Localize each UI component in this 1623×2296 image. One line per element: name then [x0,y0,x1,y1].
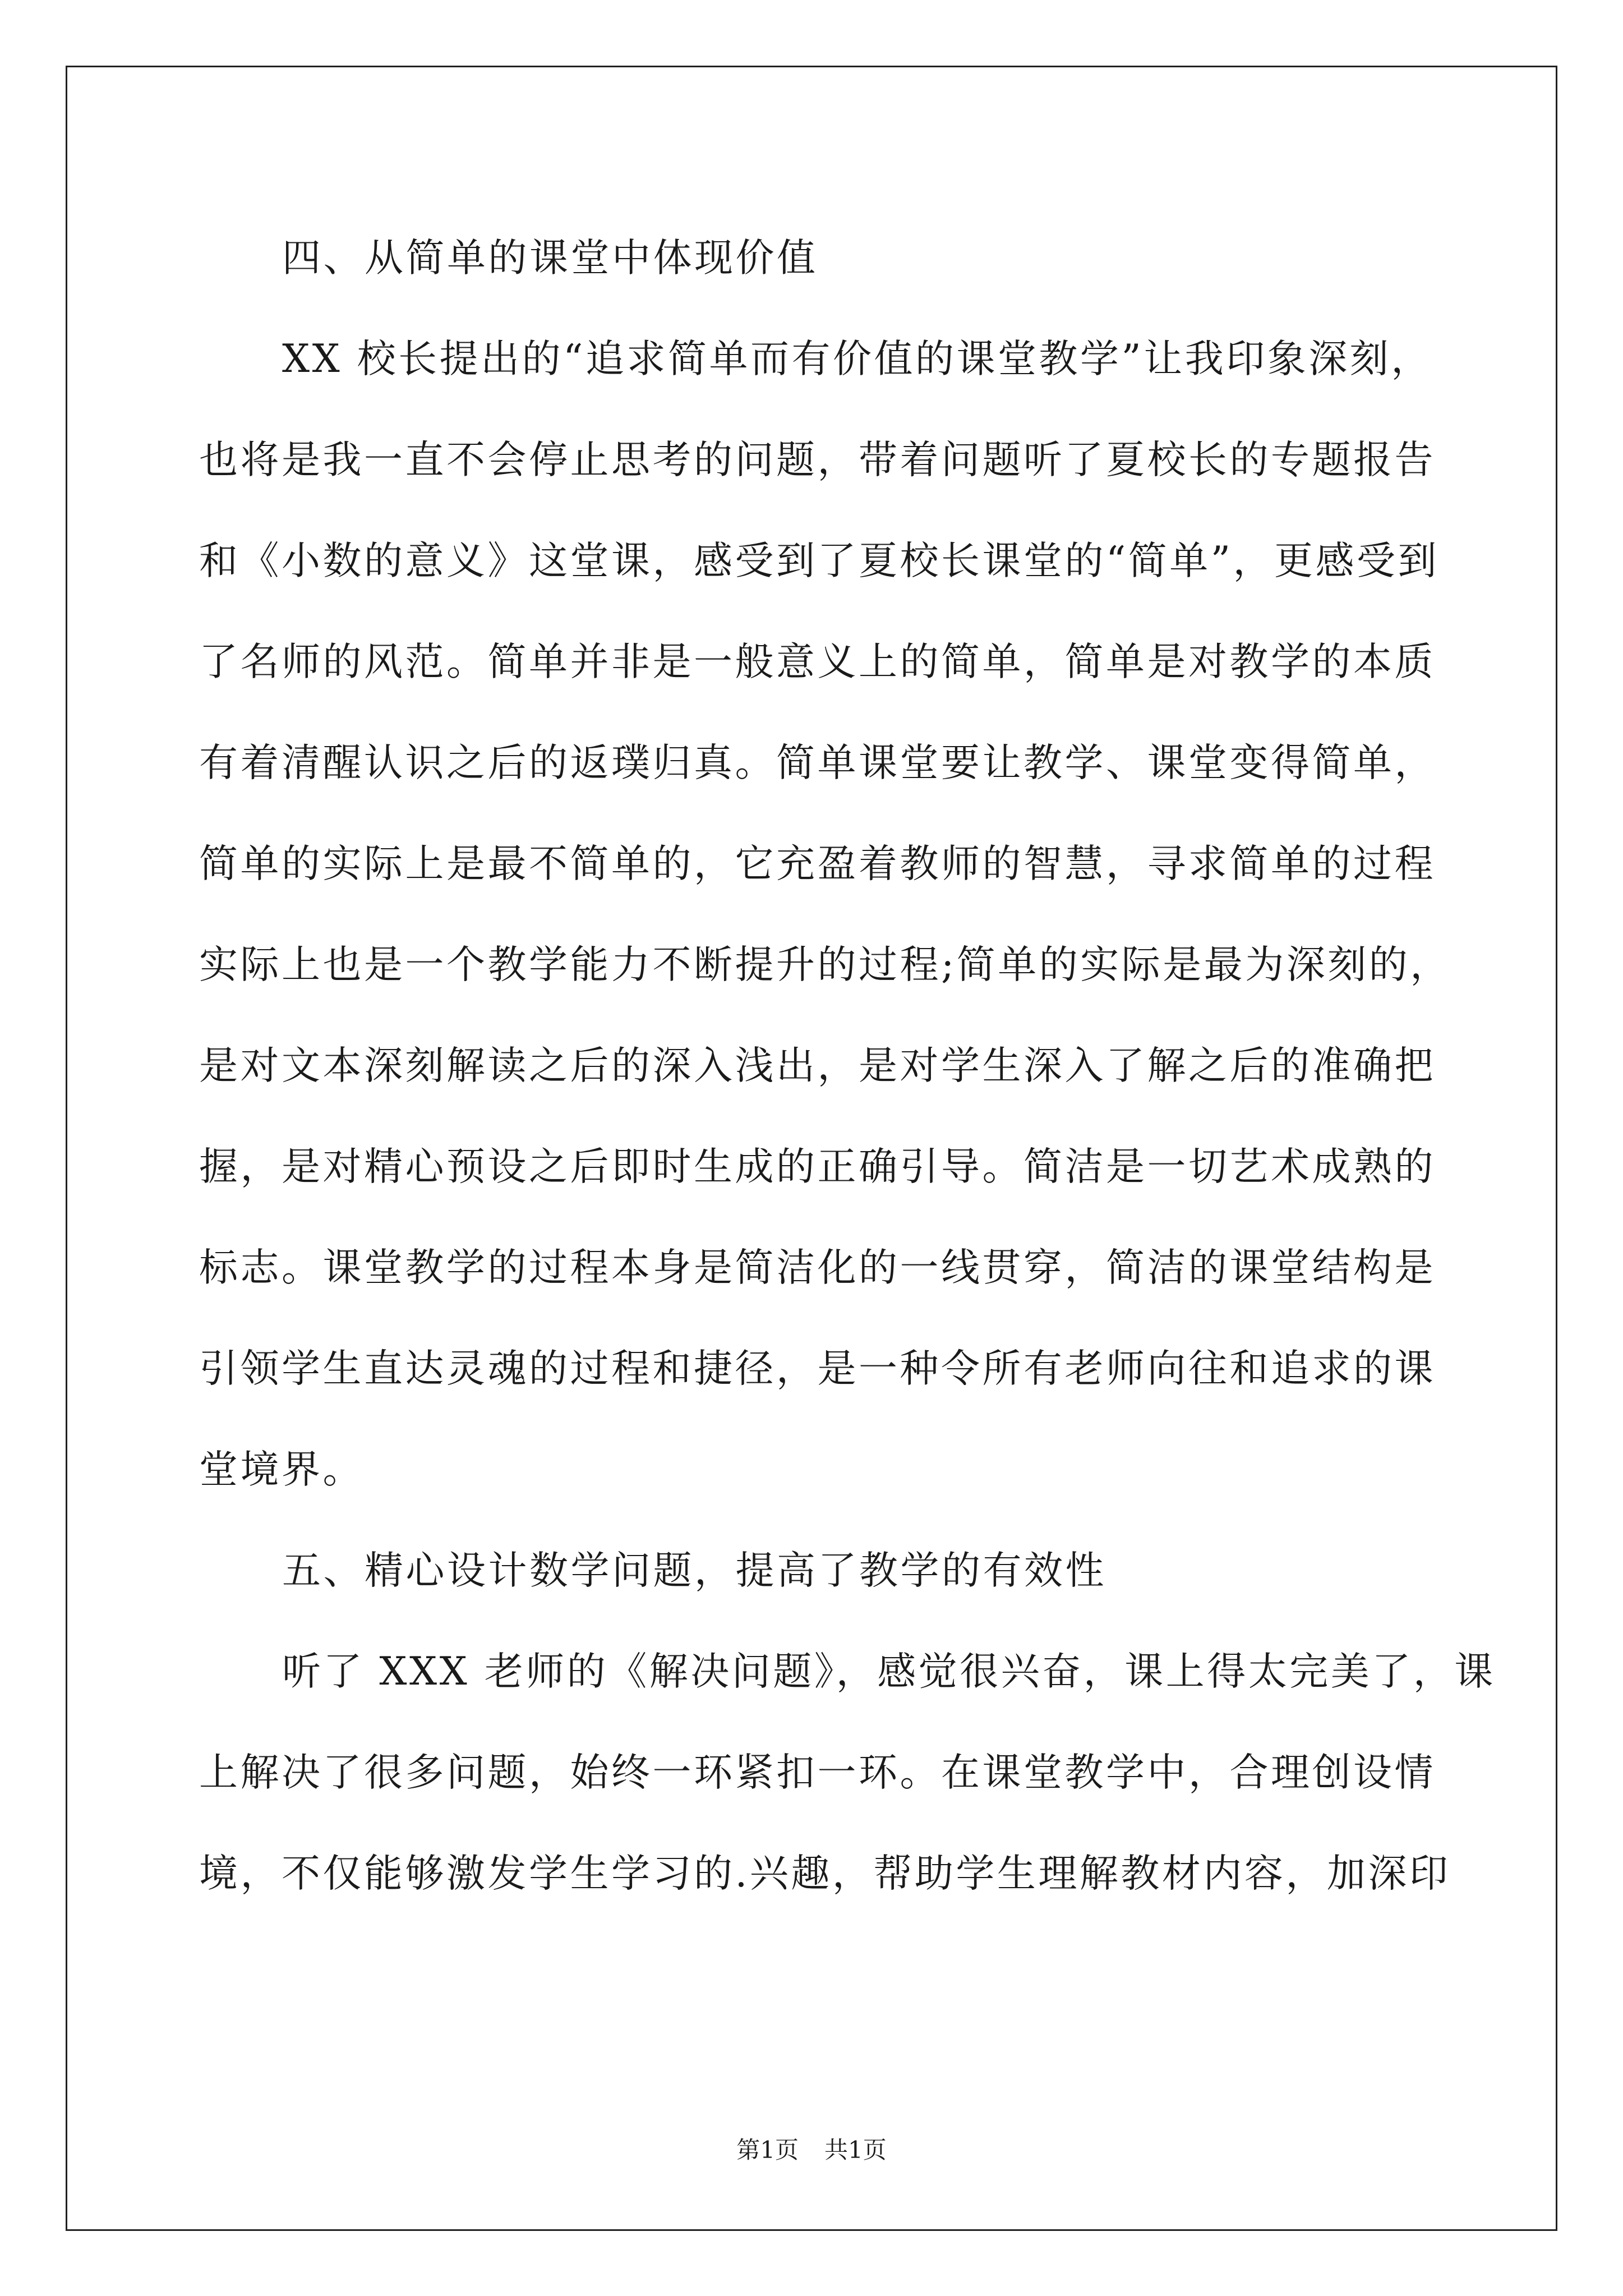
paragraph-line: 堂境界。 [199,1447,364,1492]
section-heading: 五、精心设计数学问题，提高了教学的有效性 [282,1548,1106,1593]
section-heading: 四、从简单的课堂中体现价值 [282,236,818,280]
paragraph-line: 是对文本深刻解读之后的深入浅出，是对学生深入了解之后的准确把 [199,1043,1436,1088]
paragraph-line: 标志。课堂教学的过程本身是简洁化的一线贯穿，简洁的课堂结构是 [199,1245,1436,1290]
paragraph-line: 简单的实际上是最不简单的，它充盈着教师的智慧，寻求简单的过程 [199,841,1436,886]
paragraph-line: XX 校长提出的“追求简单而有价值的课堂教学”让我印象深刻， [282,337,1432,381]
page-footer [0,2132,1623,2165]
paragraph-line: 也将是我一直不会停止思考的问题，带着问题听了夏校长的专题报告 [199,438,1436,482]
paragraph-line: 了名师的风范。简单并非是一般意义上的简单，简单是对教学的本质 [199,639,1436,684]
paragraph-line: 上解决了很多问题，始终一环紧扣一环。在课堂教学中，合理创设情 [199,1750,1436,1795]
paragraph-line: 握，是对精心预设之后即时生成的正确引导。简洁是一切艺术成熟的 [199,1144,1436,1189]
paragraph-line: 和《小数的意义》这堂课，感受到了夏校长课堂的“简单”，更感受到 [199,539,1440,583]
paragraph-line: 境，不仅能够激发学生学习的.兴趣，帮助学生理解教材内容，加深印 [199,1851,1451,1896]
paragraph-line: 实际上也是一个教学能力不断提升的过程;简单的实际是最为深刻的， [199,942,1451,987]
paragraph-line: 听了 XXX 老师的《解决问题》，感觉很兴奋，课上得太完美了，课 [282,1649,1496,1694]
page-number: 第1页 [736,2136,799,2164]
paragraph-line: 有着清醒认识之后的返璞归真。简单课堂要让教学、课堂变得简单， [199,740,1436,785]
document-body [199,208,1496,1924]
page-total: 共1页 [824,2136,887,2164]
paragraph-line: 引领学生直达灵魂的过程和捷径，是一种令所有老师向往和追求的课 [199,1346,1436,1391]
